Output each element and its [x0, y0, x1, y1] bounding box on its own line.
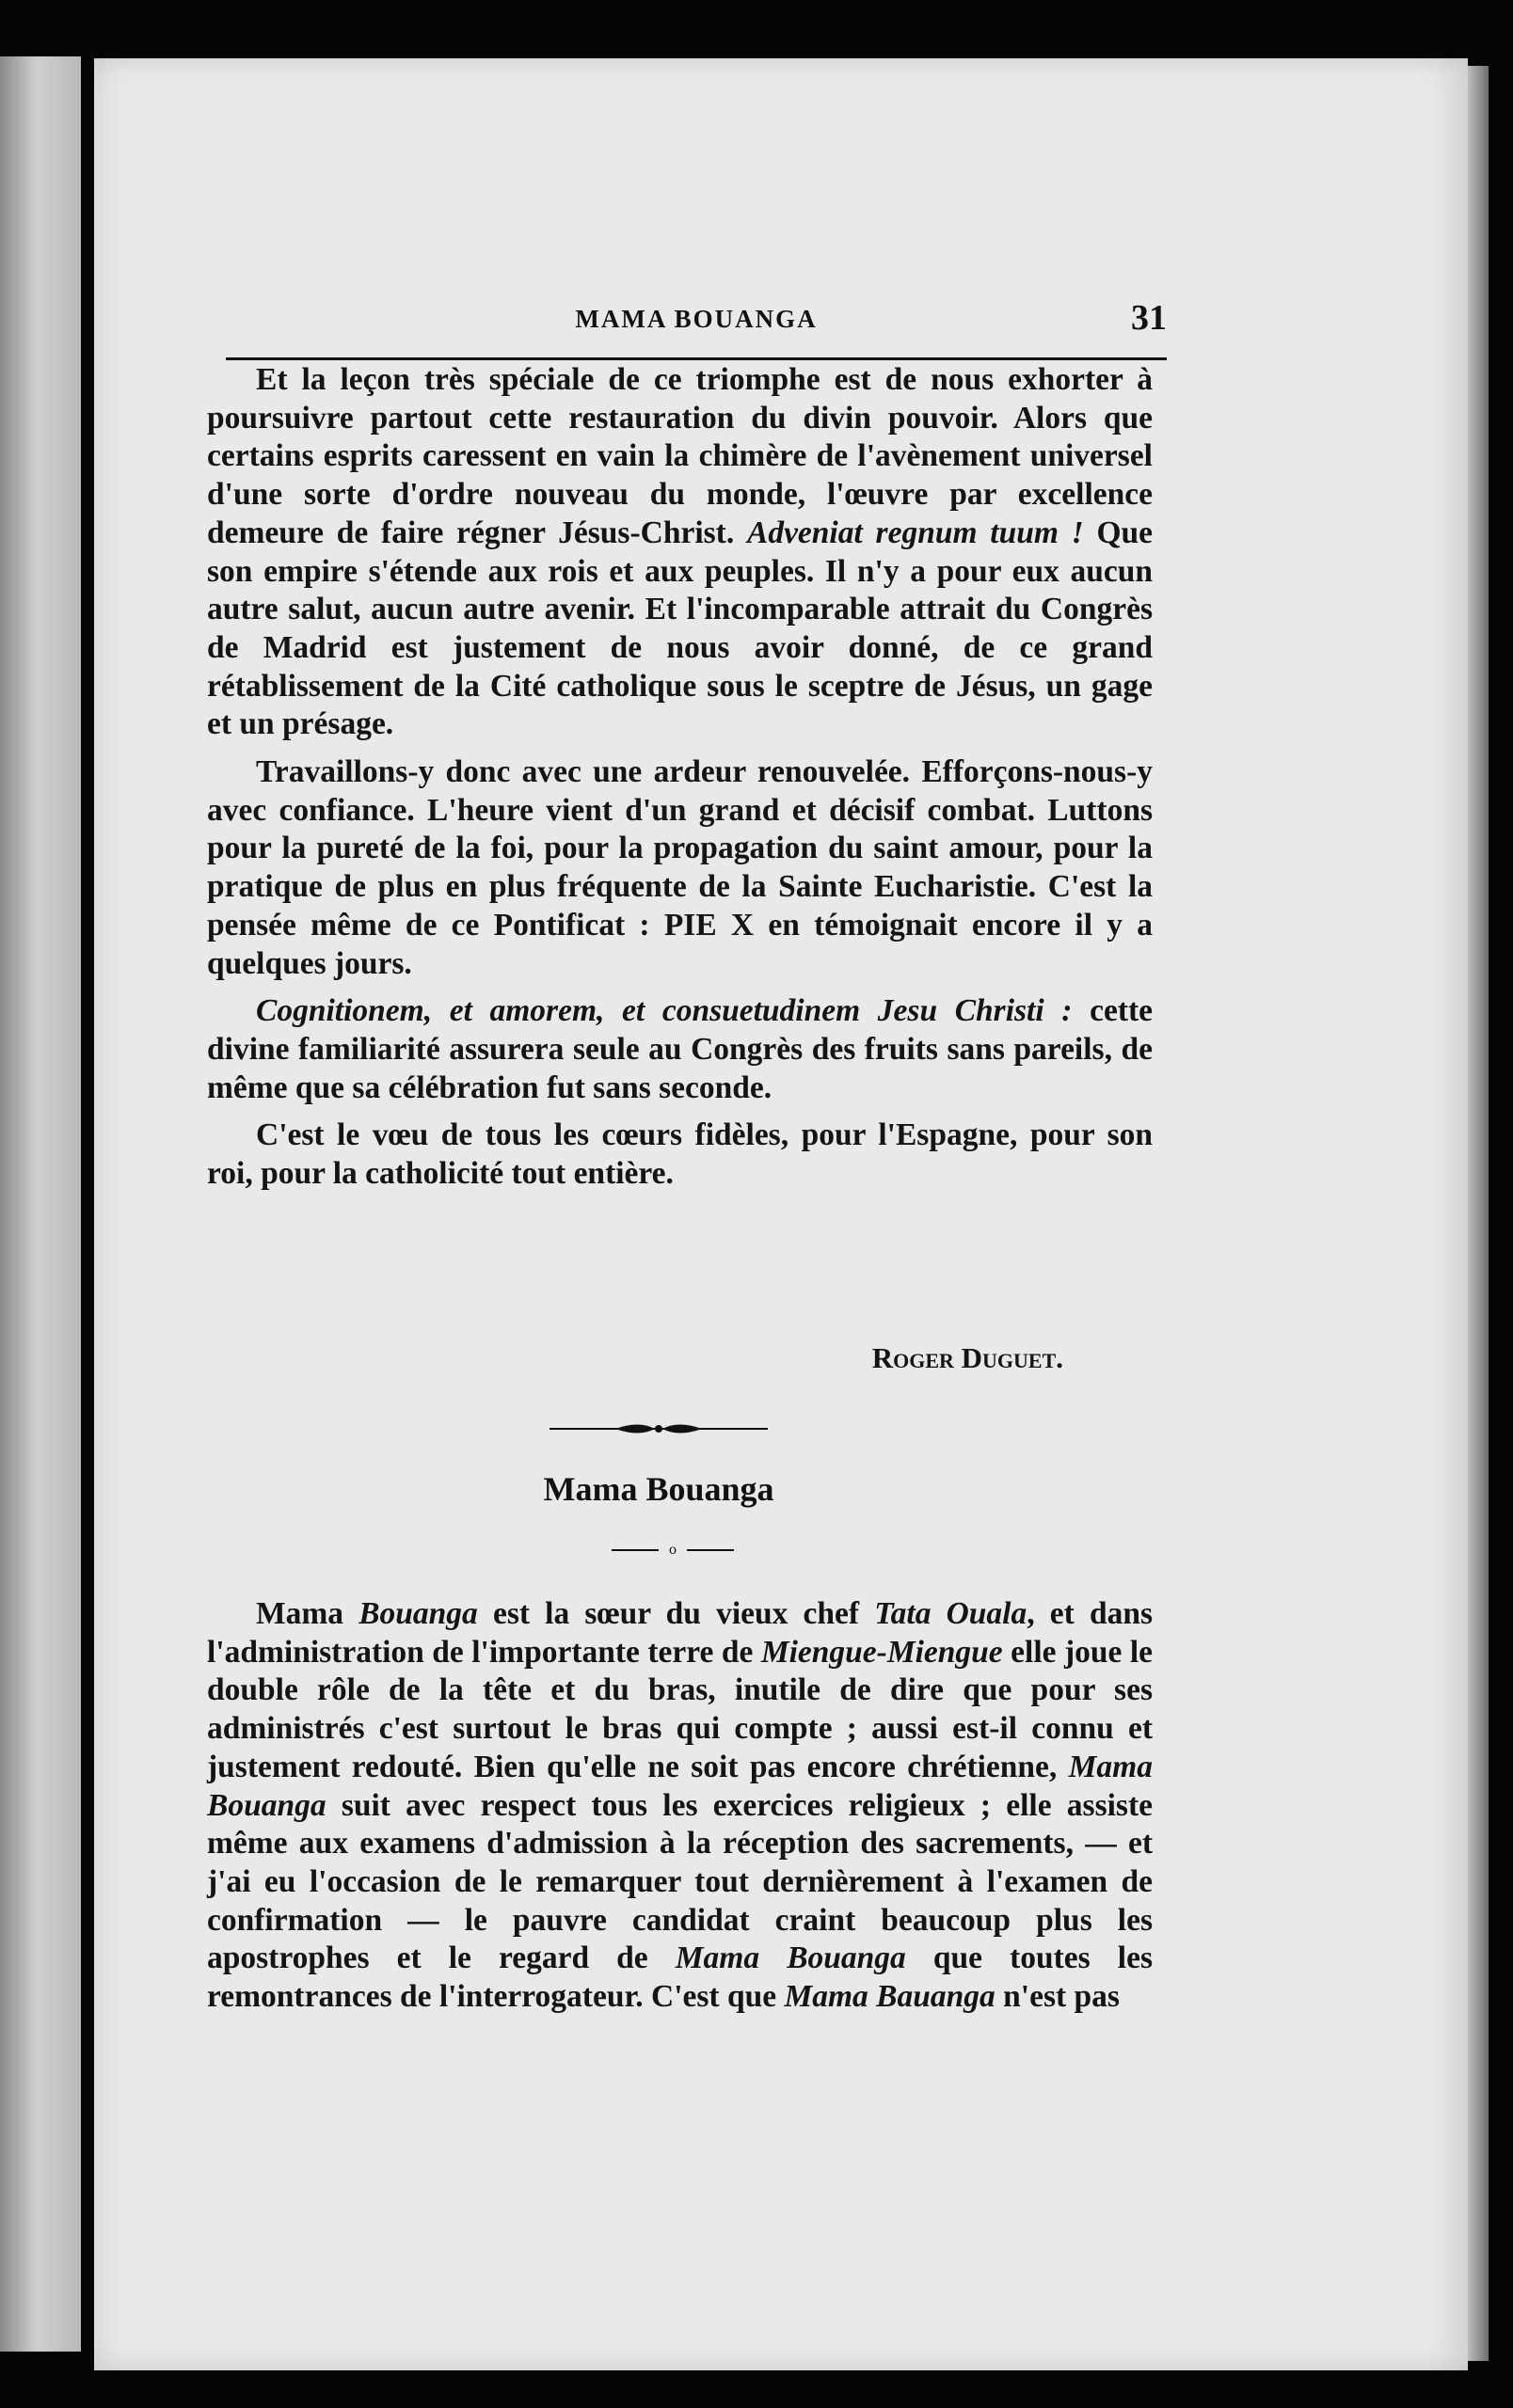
paragraph-text: Que son empire s'étende aux rois et aux peuples. Il n'y a pour eux aucun autre salut, aucun autre avenir. Et l'incomparable attrait du Congrès de Madrid est justement de nous avoir donné, de ce grand rétablissement de la Cité catholique sous le sceptre de Jésus, un gage et un présage. [207, 515, 1154, 742]
text-run: Mama [256, 1596, 359, 1631]
paragraph [207, 992, 1153, 1107]
page-header [226, 297, 1167, 344]
header-rule [226, 357, 1167, 360]
person-name: Bouanga [358, 1596, 478, 1631]
paragraph: Travaillons-y donc avec une ardeur renouvelée. Efforçons-nous-y avec confiance. L'heure vient d'un grand et décisif combat. Luttons pour la pureté de la foi, pour la propagation du saint amour, pour la pratique de plus en plus fréquente de la Sainte Eucharistie. C'est la pensée même de ce Pontificat : PIE X en témoignait encore il y a quelques jours. [207, 754, 1153, 981]
text-run: que toutes les remontrances de l'interrogateur. C'est que [207, 1941, 1154, 2015]
page-number: 31 [1131, 298, 1167, 338]
text-run: n'est pas [995, 1979, 1120, 2015]
text-run: est la sœur du vieux chef [477, 1596, 875, 1631]
latin-quote: Adveniat regnum tuum ! [746, 515, 1084, 550]
title-divider [612, 1541, 734, 1560]
paragraph [207, 1595, 1153, 2017]
text-run: , et dans l'administration de l'importante terre de [207, 1596, 1153, 1670]
author-signature: Roger Duguet. [871, 1341, 1063, 1374]
place-name: Miengue-Miengue [760, 1634, 1003, 1670]
article-title: Mama Bouanga [543, 1470, 774, 1508]
divider-mark: o [669, 1542, 677, 1558]
latin-quote: Cognitionem, et amorem, et consuetudinem Jesu Christi : [256, 993, 1073, 1029]
adjacent-page-edge [0, 56, 81, 2352]
paragraph [207, 361, 1153, 744]
page-edge-shadow [1468, 66, 1489, 2361]
paragraph-text: Et la leçon très spéciale de ce triomphe est de nous exhorter à poursuivre partout cette restauration du divin pouvoir. Alors que certains esprits caressent en vain la chimère de l'avènement universel d'une sorte d'ordre nouveau du monde, l'œuvre par excellence demeure de faire régner Jésus-Christ. [207, 362, 1153, 550]
section-ornament [549, 1418, 768, 1439]
person-name: Mama Bouanga [207, 1749, 1153, 1823]
paragraph-text: cette divine familiarité assurera seule au Congrès des fruits sans pareils, de même que sa célébration fut sans seconde. [207, 993, 1153, 1105]
person-name: Tata Ouala [874, 1596, 1027, 1631]
text-run: elle joue le double rôle de la tête et du bras, inutile de dire que pour ses administrés c'est surtout le bras qui compte ; aussi est-il connu et justement redouté. Bien qu'elle ne soit pas encore chrétienne, [207, 1634, 1154, 1784]
person-name: Mama Bauanga [784, 1979, 995, 2015]
article-body [207, 361, 1153, 1194]
paragraph: C'est le vœu de tous les cœurs fidèles, pour l'Espagne, pour son roi, pour la catholicité tout entière. [207, 1117, 1153, 1192]
person-name: Mama Bouanga [675, 1941, 906, 1976]
running-title: MAMA BOUANGA [575, 305, 818, 333]
article-body-2 [207, 1595, 1153, 2017]
text-run: suit avec respect tous les exercices religieux ; elle assiste même aux examens d'admission à la réception des sacrements, — et j'ai eu l'occasion de le remarquer tout dernièrement à l'examen de confirmation — le pauvre candidat craint beaucoup plus les apostrophes et le regard de [207, 1787, 1153, 1976]
